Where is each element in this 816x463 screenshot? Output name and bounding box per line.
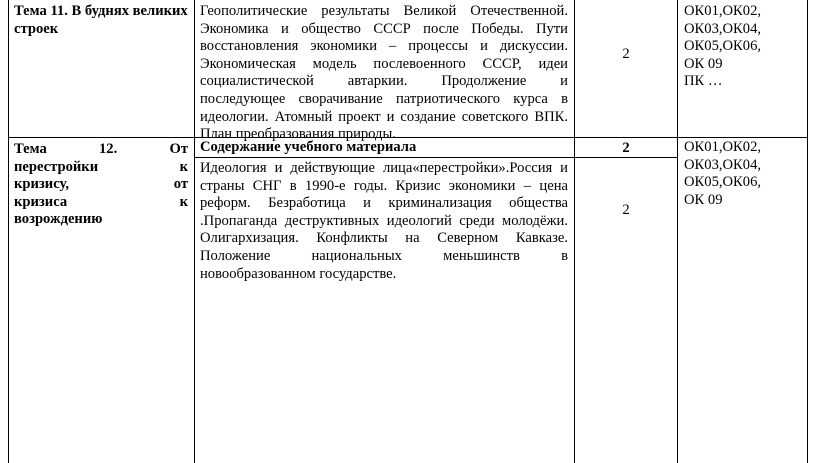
topic-line: кризису, от bbox=[14, 176, 188, 193]
topic-12-competencies bbox=[684, 139, 809, 209]
competency-line: ОК05,ОК06, bbox=[684, 174, 762, 191]
content-line: Экономика и общество СССР после Победы. Пути bbox=[200, 20, 568, 37]
column-divider-content bbox=[574, 0, 575, 463]
content-line: новообразованном государстве. bbox=[200, 265, 397, 282]
content-line: Олигархизация. Конфликты на Северном Кавказе. bbox=[200, 230, 568, 247]
topic-11-title: Тема 11. В буднях великих строек bbox=[14, 3, 188, 37]
competency-line: ПК … bbox=[684, 73, 723, 90]
content-line: Геополитические результаты Великой Отечественной. bbox=[200, 3, 568, 19]
content-line: восстановления экономики – процессы и дискуссии. bbox=[200, 38, 568, 55]
topic-11-hours: 2 bbox=[622, 46, 630, 62]
topic-line: кризиса к bbox=[14, 193, 188, 210]
competency-line: ОК01,ОК02, bbox=[684, 3, 762, 19]
content-line: План преобразования природы. bbox=[200, 126, 396, 143]
content-title: Содержание учебного материала bbox=[200, 139, 417, 155]
topic-line: возрождению bbox=[14, 211, 103, 228]
competency-line: ОК01,ОК02, bbox=[684, 139, 762, 155]
topic-12-content bbox=[200, 160, 568, 283]
competency-line: ОК 09 bbox=[684, 191, 723, 208]
competency-line: ОК03,ОК04, bbox=[684, 20, 762, 37]
topic-12-title bbox=[14, 141, 188, 229]
column-divider-hours bbox=[677, 0, 678, 463]
content-line: страны СНГ в 1990-е годы. Кризис экономики – цена bbox=[200, 177, 568, 194]
content-line: идеологии. Атомный проект и создание советского ВПК. bbox=[200, 108, 568, 125]
table-border-left bbox=[8, 0, 9, 463]
content-line: Положение национальных меньшинств в bbox=[200, 247, 568, 264]
topic-11-content bbox=[200, 3, 568, 144]
content-line: .Пропаганда деструктивных идеологий среди молодёжи. bbox=[200, 212, 568, 229]
topic-11-competencies bbox=[684, 3, 809, 91]
content-line: последующее сворачивание патриотического курса в bbox=[200, 90, 568, 107]
content-line: социалистической автаркии. Продолжение и bbox=[200, 73, 568, 90]
competency-line: ОК05,ОК06, bbox=[684, 38, 762, 55]
content-line: реформ. Безработица и криминализация общества bbox=[200, 195, 568, 212]
column-divider-topic bbox=[194, 0, 195, 463]
topic-12-hours: 2 bbox=[622, 202, 630, 218]
competency-line: ОК 09 bbox=[684, 55, 723, 72]
content-title-hours: 2 bbox=[622, 140, 630, 156]
content-line: Идеология и действующие лица«перестройки».Россия и bbox=[200, 160, 568, 176]
competency-line: ОК03,ОК04, bbox=[684, 156, 762, 173]
content-line: Экономическая модель послевоенного СССР, идеи bbox=[200, 55, 568, 72]
topic-line: Тема 12. От bbox=[14, 141, 188, 157]
topic-line: перестройки к bbox=[14, 158, 188, 175]
